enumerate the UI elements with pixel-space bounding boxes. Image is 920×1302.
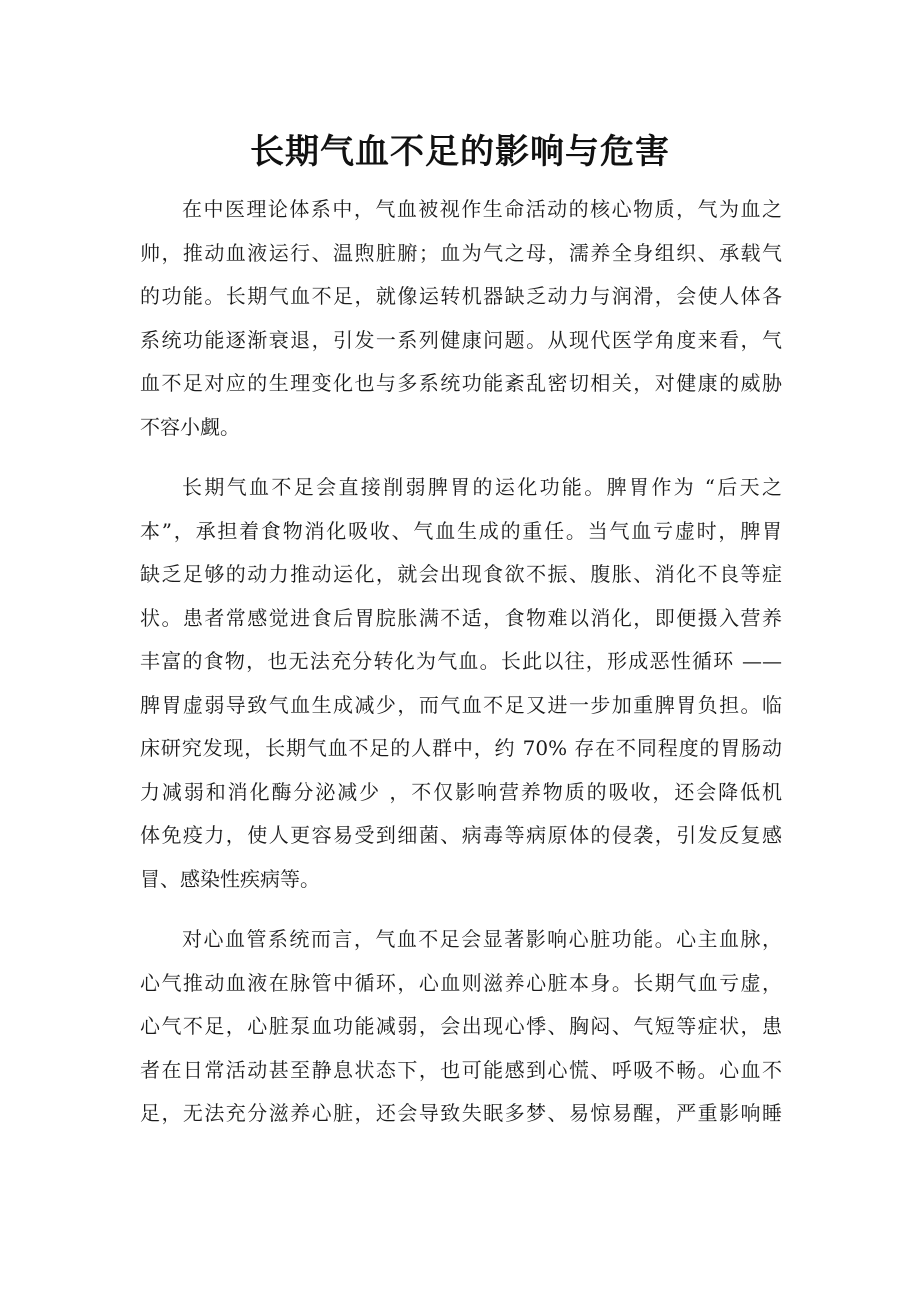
text-line: 本”，承担着食物消化吸收、气血生成的重任。当气血亏虚时，脾胃 <box>140 518 782 543</box>
text-line: 心气推动血液在脉管中循环，心血则滋养心脏本身。长期气血亏虚， <box>140 970 782 995</box>
text-line: 状。患者常感觉进食后胃脘胀满不适，食物难以消化，即便摄入营养 <box>140 605 782 630</box>
text-line: 丰富的食物，也无法充分转化为气血。长此以往，形成恶性循环 —— <box>140 649 782 673</box>
text-line: 冒、感染性疾病等。 <box>140 866 320 891</box>
text-line: 不容小觑。 <box>140 414 240 439</box>
text-line: 足，无法充分滋养心脏，还会导致失眠多梦、易惊易醒，严重影响睡 <box>140 1101 782 1125</box>
text-line: 对心血管系统而言，气血不足会显著影响心脏功能。心主血脉， <box>182 927 782 951</box>
text-line: 床研究发现，长期气血不足的人群中，约 70% 存在不同程度的胃肠动 <box>140 736 782 760</box>
text-line: 长期气血不足会直接削弱脾胃的运化功能。脾胃作为 “后天之 <box>182 475 782 499</box>
text-line: 者在日常活动甚至静息状态下，也可能感到心慌、呼吸不畅。心血不 <box>140 1057 782 1082</box>
text-line: 心气不足，心脏泵血功能减弱，会出现心悸、胸闷、气短等症状，患 <box>140 1014 782 1038</box>
document-body <box>140 188 782 1136</box>
paragraph-intro <box>140 188 782 449</box>
text-line: 系统功能逐渐衰退，引发一系列健康问题。从现代医学角度来看，气 <box>140 327 782 352</box>
text-line: 力减弱和消化酶分泌减少 ，不仅影响营养物质的吸收，还会降低机 <box>140 779 782 804</box>
text-line: 在中医理论体系中，气血被视作生命活动的核心物质，气为血之 <box>182 197 782 221</box>
text-line: 帅，推动血液运行、温煦脏腑；血为气之母，濡养全身组织、承载气 <box>140 240 782 265</box>
paragraph-cardiovascular <box>140 918 782 1136</box>
text-line: 的功能。长期气血不足，就像运转机器缺乏动力与润滑，会使人体各 <box>140 284 782 308</box>
paragraph-spleen-stomach <box>140 466 782 901</box>
document-title: 长期气血不足的影响与危害 <box>250 132 670 172</box>
text-line: 血不足对应的生理变化也与多系统功能紊乱密切相关，对健康的威胁 <box>140 371 782 395</box>
text-line: 体免疫力，使人更容易受到细菌、病毒等病原体的侵袭，引发反复感 <box>140 823 782 847</box>
text-line: 缺乏足够的动力推动运化，就会出现食欲不振、腹胀、消化不良等症 <box>140 562 782 586</box>
text-line: 脾胃虚弱导致气血生成减少，而气血不足又进一步加重脾胃负担。临 <box>140 692 782 717</box>
